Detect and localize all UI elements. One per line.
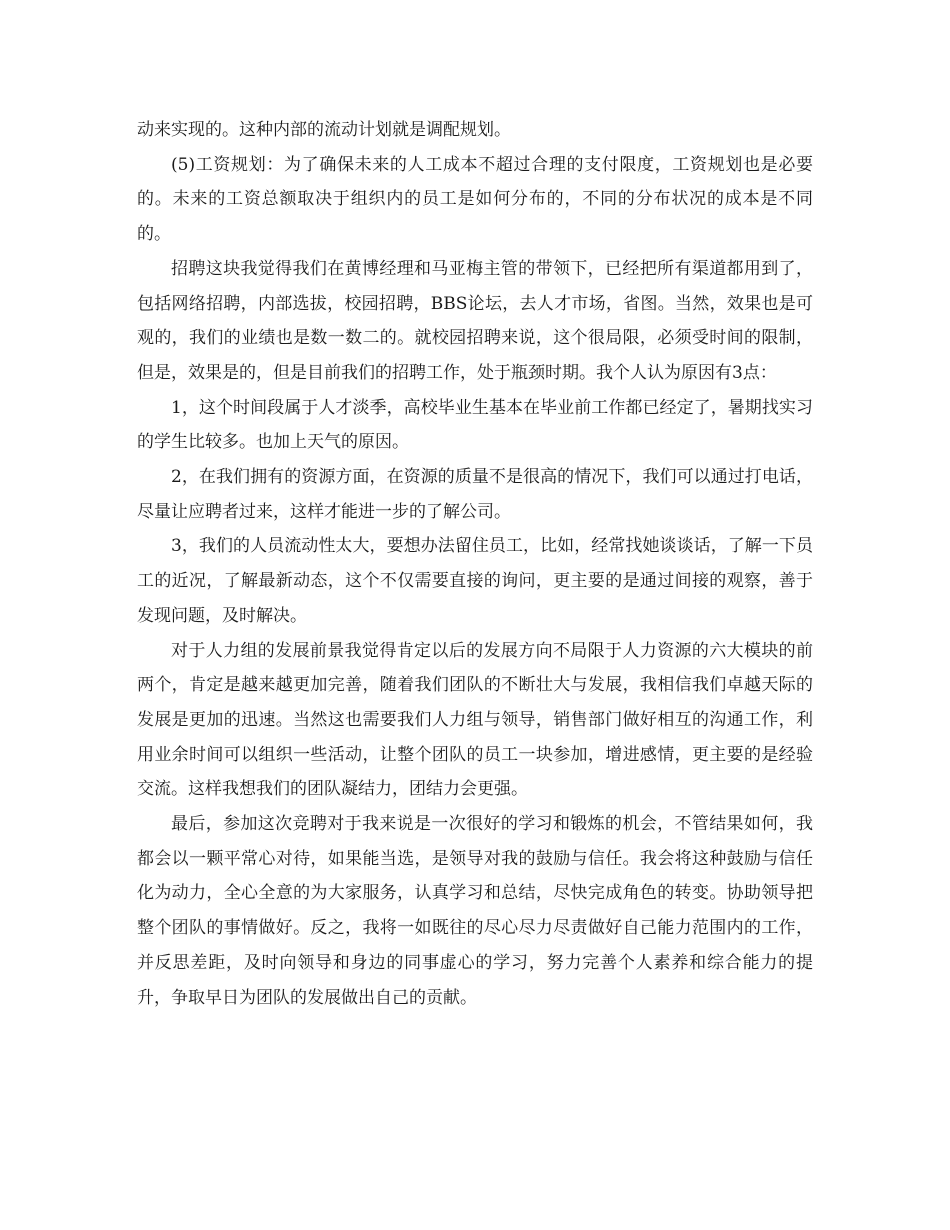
paragraph-conclusion: 最后，参加这次竞聘对于我来说是一次很好的学习和锻炼的机会，不管结果如何，我都会以一颗平常心对待，如果能当选，是领导对我的鼓励与信任。我会将这种鼓励与信任化为动力，全心全意的为大家服务，认真学习和总结，尽快完成角色的转变。协助领导把整个团队的事情做好。反之，我将一如既往的尽心尽力尽责做好自己能力范围内的工作，并反思差距，及时向领导和身边的同事虚心的学习，努力完善个人素养和综合能力的提升，争取早日为团队的发展做出自己的贡献。 (137, 814, 813, 1008)
paragraph-reason-1: 1，这个时间段属于人才淡季，高校毕业生基本在毕业前工作都已经定了，暑期找实习的学生比较多。也加上天气的原因。 (137, 397, 813, 453)
paragraph-salary-planning: (5)工资规划：为了确保未来的人工成本不超过合理的支付限度，工资规划也是必要的。未来的工资总额取决于组织内的员工是如何分布的，不同的分布状况的成本是不同的。 (137, 154, 813, 245)
paragraph-reason-2: 2，在我们拥有的资源方面，在资源的质量不是很高的情况下，我们可以通过打电话，尽量让应聘者过来，这样才能进一步的了解公司。 (137, 467, 813, 522)
paragraph-recruitment: 招聘这块我觉得我们在黄博经理和马亚梅主管的带领下，已经把所有渠道都用到了，包括网络招聘，内部选拔，校园招聘，BBS论坛，去人才市场，省图。当然，效果也是可观的，我们的业绩也是数一数二的。就校园招聘来说，这个很局限，必须受时间的限制，但是，效果是的，但是目前我们的招聘工作，处于瓶颈时期。我个人认为原因有3点： (137, 258, 813, 383)
paragraph-reason-3: 3，我们的人员流动性太大，要想办法留住员工，比如，经常找她谈谈话，了解一下员工的近况，了解最新动态，这个不仅需要直接的询问，更主要的是通过间接的观察，善于发现问题，及时解决。 (137, 536, 813, 626)
document-body (137, 113, 813, 1015)
paragraph-continuation: 动来实现的。这种内部的流动计划就是调配规划。 (137, 120, 511, 140)
paragraph-hr-prospects: 对于人力组的发展前景我觉得肯定以后的发展方向不局限于人力资源的六大模块的前两个，肯定是越来越更加完善，随着我们团队的不断壮大与发展，我相信我们卓越天际的发展是更加的迅速。当然这也需要我们人力组与领导，销售部门做好相互的沟通工作，利用业余时间可以组织一些活动，让整个团队的员工一块参加，增进感情，更主要的是经验交流。这样我想我们的团队凝结力，团结力会更强。 (137, 640, 813, 800)
